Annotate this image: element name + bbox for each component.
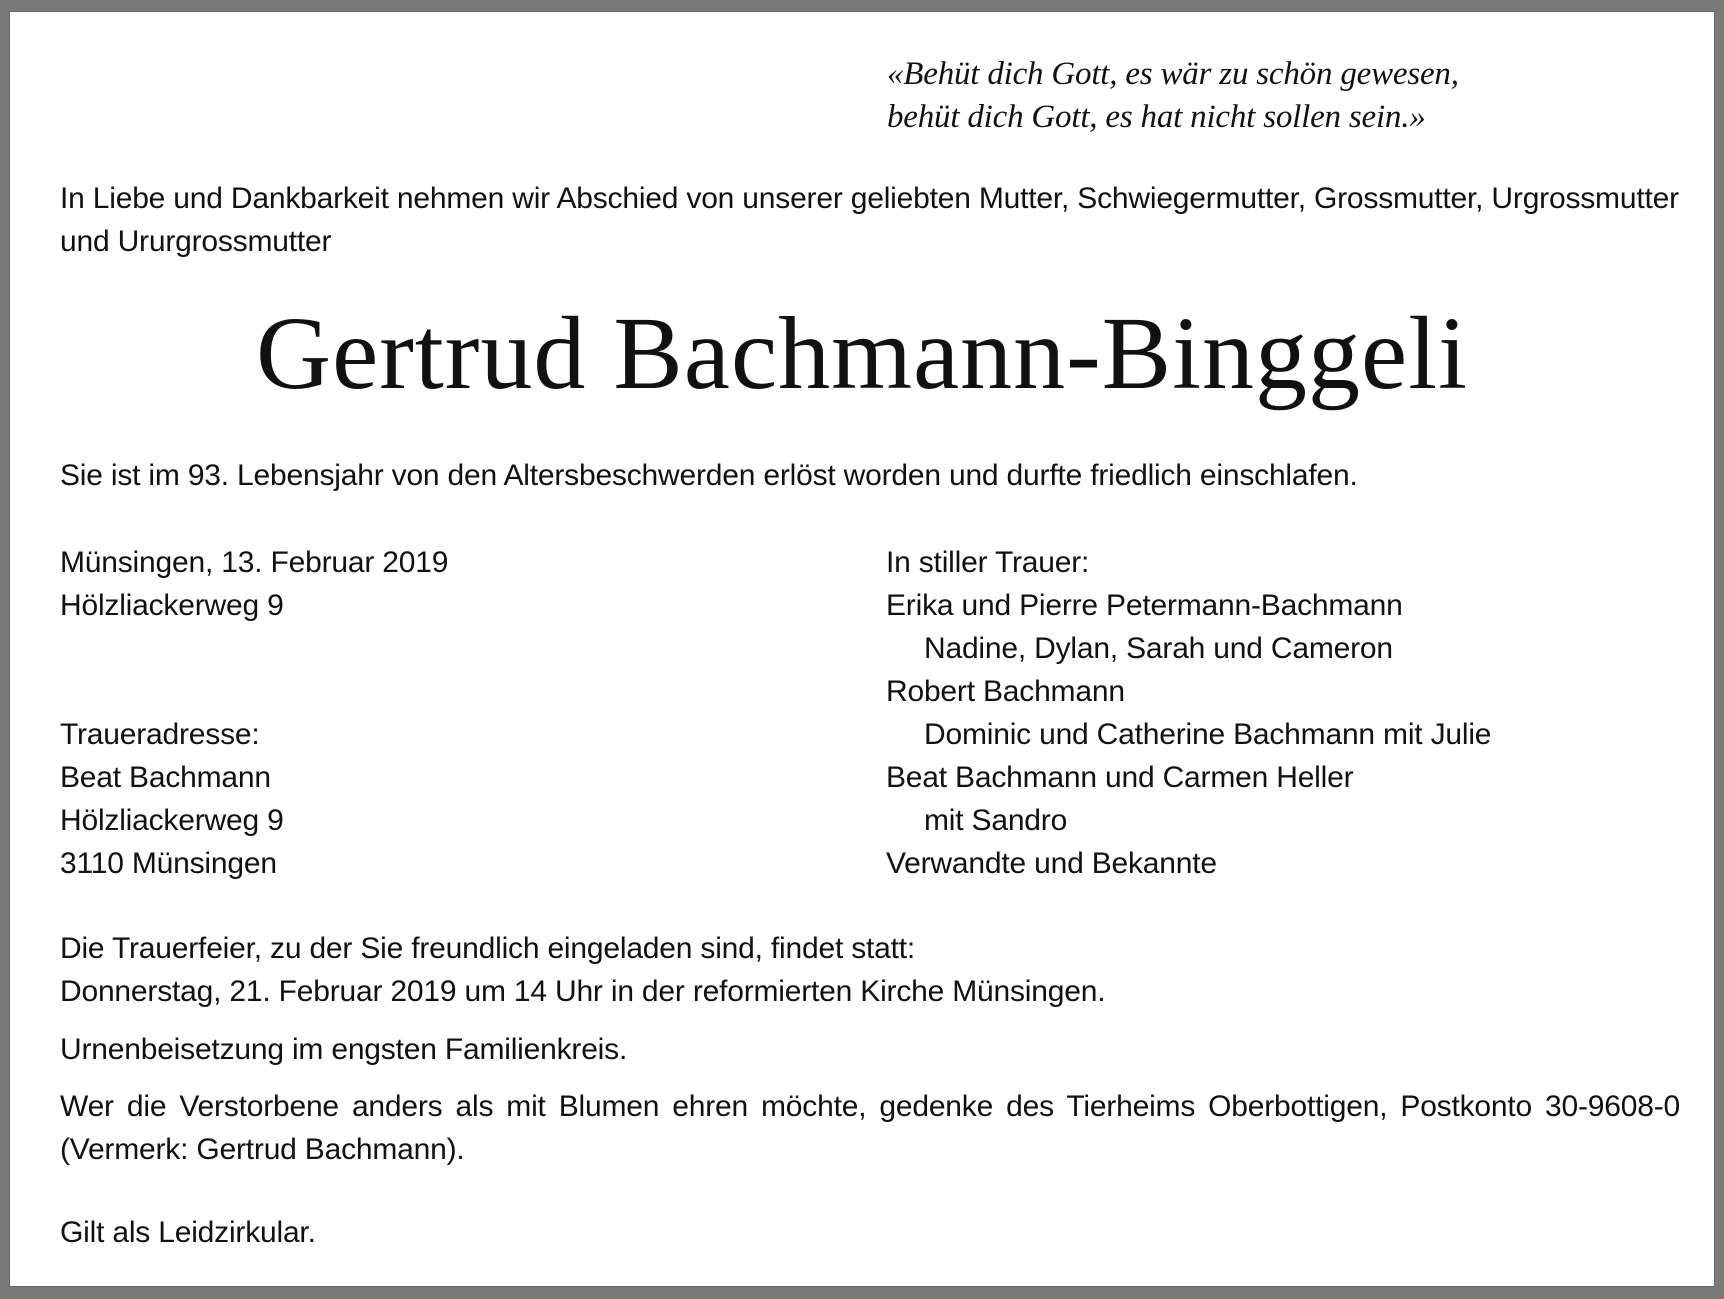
mourners-block — [886, 541, 1686, 885]
obituary-content — [10, 12, 1714, 1286]
mourning-address-block — [60, 713, 760, 885]
mourner-line: Beat Bachmann und Carmen Heller — [886, 761, 1354, 794]
mourner-line: Verwandte und Bekannte — [886, 847, 1217, 880]
mourner-line: Erika und Pierre Petermann-Bachmann — [886, 589, 1403, 622]
mourner-line: Dominic und Catherine Bachmann mit Julie — [924, 718, 1492, 751]
mourners-heading: In stiller Trauer: — [886, 546, 1090, 579]
service-info — [60, 927, 1680, 1013]
mourning-address-city: 3110 Münsingen — [60, 847, 277, 880]
place-date-block — [60, 541, 760, 627]
epigraph-quote — [887, 53, 1647, 139]
service-date-location: Donnerstag, 21. Februar 2019 um 14 Uhr in der reformierten Kirche Münsingen. — [60, 975, 1106, 1008]
intro-text: In Liebe und Dankbarkeit nehmen wir Abschied von unserer geliebten Mutter, Schwiegermutter, Grossmutter, Urgrossmutter und Ururgrossmutter — [60, 182, 1679, 258]
circular-note: Gilt als Leidzirkular. — [60, 1216, 316, 1249]
obituary-page — [10, 12, 1714, 1286]
quote-line-1: «Behüt dich Gott, es wär zu schön gewesen, — [887, 56, 1459, 92]
donation-note: Wer die Verstorbene anders als mit Blumen ehren möchte, gedenke des Tierheims Oberbottigen, Postkonto 30-9608-0 (Vermerk: Gertrud Bachmann). — [60, 1090, 1680, 1166]
quote-line-2: behüt dich Gott, es hat nicht sollen sein.» — [887, 99, 1426, 135]
urn-burial-note: Urnenbeisetzung im engsten Familienkreis. — [60, 1033, 628, 1066]
home-street: Hölzliackerweg 9 — [60, 589, 284, 622]
mourner-line: Robert Bachmann — [886, 675, 1125, 708]
mourner-line: mit Sandro — [924, 804, 1068, 837]
mourning-address-label: Traueradresse: — [60, 718, 260, 751]
mourning-address-street: Hölzliackerweg 9 — [60, 804, 284, 837]
deceased-name: Gertrud Bachmann-Binggeli — [255, 296, 1468, 411]
mourner-line: Nadine, Dylan, Sarah und Cameron — [924, 632, 1393, 665]
mourning-address-name: Beat Bachmann — [60, 761, 271, 794]
place-date: Münsingen, 13. Februar 2019 — [60, 546, 449, 579]
passing-statement: Sie ist im 93. Lebensjahr von den Altersbeschwerden erlöst worden und durfte friedlich einschlafen. — [60, 459, 1358, 492]
service-invitation: Die Trauerfeier, zu der Sie freundlich eingeladen sind, findet statt: — [60, 932, 916, 965]
